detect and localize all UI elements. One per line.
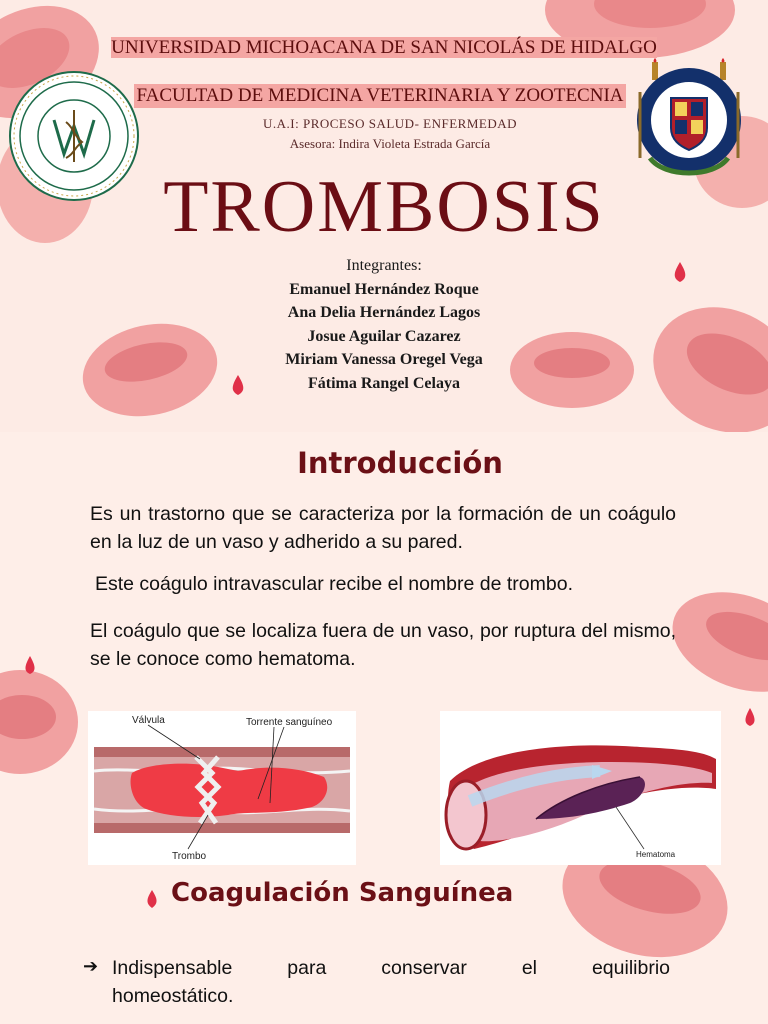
document-title: TROMBOSIS [163,166,605,248]
course-name: U.A.I: PROCESO SALUD- ENFERMEDAD [263,116,517,131]
advisor-name: Asesora: Indira Violeta Estrada García [289,136,491,151]
member-name: Fátima Rangel Celaya [308,374,460,392]
introduction-heading: Introducción [297,446,503,480]
bloodstream-label: Torrente sanguíneo [246,717,333,728]
blood-cell-icon [74,312,226,428]
blood-drop-icon [745,708,754,726]
thrombus-diagram [88,711,356,865]
member-name: Emanuel Hernández Roque [289,280,479,298]
blood-drop-icon [143,888,161,912]
members-label: Integrantes: [346,257,422,274]
valve-label: Válvula [132,715,165,726]
coagulation-bullet-line-2: homeostático. [112,985,234,1007]
blood-cell-icon [633,284,768,432]
member-name: Miriam Vanessa Oregel Vega [285,351,483,368]
cover-slide [0,0,768,432]
hematoma-label: Hematoma [636,850,676,859]
blood-cell-icon [0,670,78,774]
blood-drop-icon [25,656,34,674]
coagulation-bullet-line-1: Indispensable para conservar el equilibrio [112,957,670,979]
faculty-name: FACULTAD DE MEDICINA VETERINARIA Y ZOOTECNIA [136,85,624,106]
members-list [220,254,548,395]
thrombus-label: Trombo [172,851,207,862]
intro-paragraph-1: Es un trastorno que se caracteriza por la formación de un coágulo en la luz de un vaso y adherido a su pared. [90,503,676,553]
member-name: Josue Aguilar Cazarez [307,327,461,345]
university-name: UNIVERSIDAD MICHOACANA DE SAN NICOLÁS DE HIDALGO [111,37,657,58]
coagulation-heading: Coagulación Sanguínea [171,878,514,908]
arrow-right-icon: ➔ [83,956,99,976]
intro-paragraph-3: El coágulo que se localiza fuera de un vaso, por ruptura del mismo, se le conoce como hematoma. [90,620,676,670]
introduction-slide [0,432,768,1024]
blood-drop-icon [675,262,686,282]
intro-paragraph-2: Este coágulo intravascular recibe el nombre de trombo. [95,573,573,595]
member-name: Ana Delia Hernández Lagos [287,304,481,321]
hematoma-diagram [440,711,721,865]
